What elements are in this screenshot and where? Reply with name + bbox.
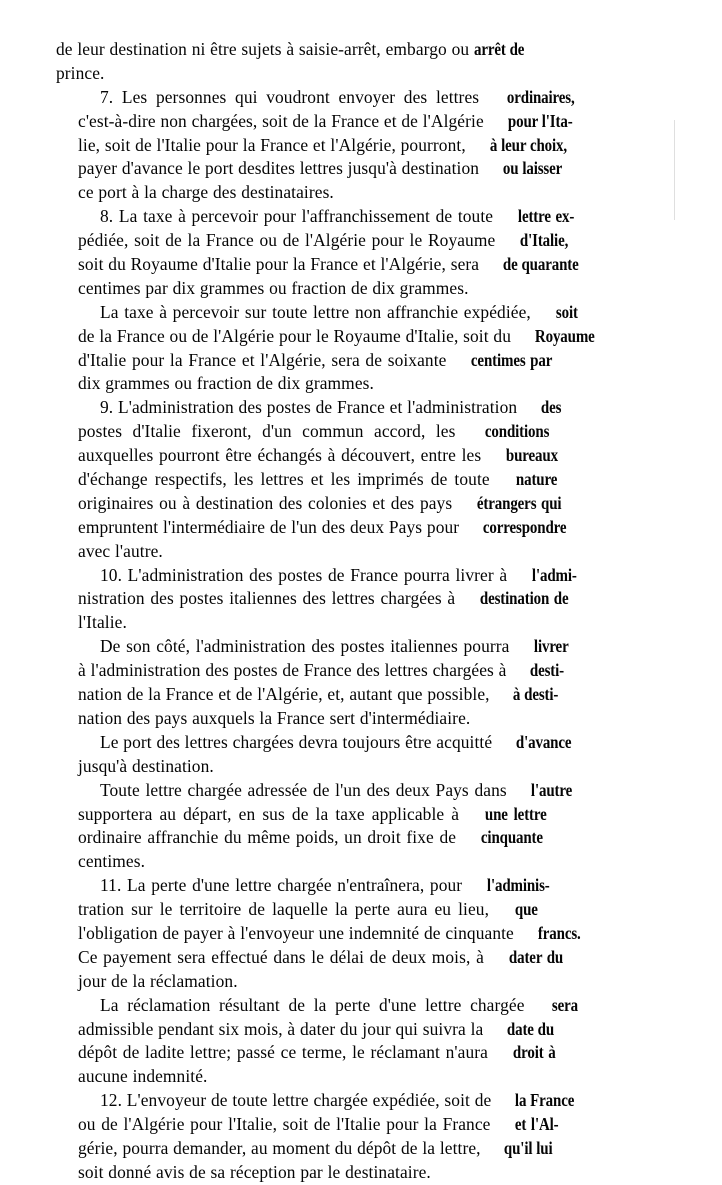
line-head: l'obligation de payer à l'envoyeur une indemnité de cinquante (78, 922, 519, 943)
line-head: gérie, pourra demander, au moment du dépôt de la lettre, (78, 1137, 486, 1158)
text-line (56, 1161, 696, 1185)
line-tail-compressed: date du (506, 1018, 555, 1039)
line-head: centimes par dix grammes ou fraction de dix grammes. (78, 277, 469, 298)
line-tail-compressed: des (540, 397, 562, 418)
text-line (56, 325, 696, 349)
paragraph (56, 38, 696, 86)
text-line (56, 779, 696, 803)
line-head: La réclamation résultant de la perte d'une lettre chargée (100, 994, 534, 1015)
text-line (56, 516, 696, 540)
text-line (56, 62, 696, 86)
line-tail-compressed: pour l'Ita- (507, 110, 573, 131)
line-head: 11. La perte d'une lettre chargée n'entraînera, pour (100, 875, 468, 896)
line-tail-compressed: livrer (534, 636, 569, 657)
line-tail-compressed: d'avance (515, 731, 572, 752)
text-line (56, 420, 696, 444)
text-line (56, 1041, 696, 1065)
line-tail-compressed: ou laisser (502, 158, 562, 179)
paragraph (56, 396, 696, 563)
line-head: pédiée, soit de la France ou de l'Algérie pour le Royaume (78, 230, 501, 251)
text-line (56, 134, 696, 158)
line-tail-compressed: l'admi- (531, 564, 577, 585)
text-line (56, 1113, 696, 1137)
line-tail-compressed: l'autre (531, 779, 573, 800)
line-head: l'Italie. (78, 612, 127, 633)
line-head: De son côté, l'administration des postes italiennes pourra (100, 636, 516, 657)
line-head: 12. L'envoyeur de toute lettre chargée expédiée, soit de (100, 1090, 497, 1111)
line-head: prince. (56, 62, 105, 83)
line-tail-compressed: et l'Al- (515, 1114, 559, 1135)
line-head: c'est-à-dire non chargées, soit de la France et de l'Algérie (78, 110, 489, 131)
line-head: de leur destination ni être sujets à saisie-arrêt, embargo ou (56, 39, 474, 59)
line-head: tration sur le territoire de laquelle la perte aura eu lieu, (78, 899, 497, 920)
text-line (56, 277, 696, 301)
paragraph (56, 994, 696, 1090)
text-line (56, 850, 696, 874)
text-line (56, 611, 696, 635)
text-line (56, 205, 696, 229)
page-folio-number (0, 2, 722, 16)
line-head: aucune indemnité. (78, 1066, 208, 1087)
text-line (56, 540, 696, 564)
text-line (56, 86, 696, 110)
text-line (56, 1137, 696, 1161)
line-tail-compressed: à leur choix, (489, 134, 567, 155)
text-line (56, 396, 696, 420)
paragraph (56, 635, 696, 731)
text-line (56, 826, 696, 850)
text-line (56, 994, 696, 1018)
line-tail-compressed: ordinaires, (506, 86, 575, 107)
text-line (56, 874, 696, 898)
line-tail-compressed: que (515, 899, 538, 920)
text-line (56, 587, 696, 611)
line-head: lie, soit de l'Italie pour la France et l'Algérie, pourront, (78, 134, 471, 155)
line-head: ou de l'Algérie pour l'Italie, soit de l'Italie pour la France (78, 1114, 497, 1135)
line-tail-compressed: la France (514, 1090, 575, 1111)
line-head: admissible pendant six mois, à dater du jour qui suivra la (78, 1018, 489, 1039)
text-line (56, 803, 696, 827)
text-line (56, 157, 696, 181)
line-head: 10. L'administration des postes de France pourra livrer à (100, 564, 513, 585)
line-tail-compressed: correspondre (482, 516, 567, 537)
text-line (56, 301, 696, 325)
line-tail-compressed: soit (555, 301, 578, 322)
line-head: empruntent l'intermédiaire de l'un des deux Pays pour (78, 516, 464, 537)
paragraph (56, 874, 696, 993)
line-head: Le port des lettres chargées devra toujours être acquitté (100, 731, 497, 752)
text-line (56, 635, 696, 659)
line-tail-compressed: sera (552, 994, 579, 1015)
line-tail-compressed: qu'il lui (504, 1137, 553, 1158)
paragraph (56, 731, 696, 779)
text-line (56, 444, 696, 468)
line-head: 9. L'administration des postes de France et l'administration (100, 397, 522, 418)
text-line (56, 38, 696, 62)
document-body-text (56, 38, 696, 1185)
line-tail-compressed: d'Italie, (519, 230, 569, 251)
line-tail-compressed: nature (515, 469, 558, 490)
line-head: ce port à la charge des destinataires. (78, 182, 334, 203)
text-line (56, 229, 696, 253)
text-line (56, 946, 696, 970)
line-tail-compressed: arrêt de (473, 39, 525, 59)
text-line (56, 970, 696, 994)
paragraph (56, 205, 696, 301)
line-head: nistration des postes italiennes des lettres chargées à (78, 588, 461, 609)
line-tail-compressed: l'adminis- (486, 875, 550, 896)
line-head: de la France ou de l'Algérie pour le Royaume d'Italie, soit du (78, 325, 516, 346)
line-head: dépôt de ladite lettre; passé ce terme, le réclamant n'aura (78, 1042, 494, 1063)
paragraph (56, 301, 696, 397)
line-tail-compressed: conditions (484, 421, 550, 442)
paragraph (56, 1089, 696, 1185)
line-tail-compressed: une lettre (485, 803, 547, 824)
line-head: centimes. (78, 851, 146, 872)
text-line (56, 468, 696, 492)
line-tail-compressed: lettre ex- (517, 206, 575, 227)
line-head: à l'administration des postes de France des lettres chargées à (78, 660, 512, 681)
line-head: dix grammes ou fraction de dix grammes. (78, 373, 374, 394)
line-head: avec l'autre. (78, 540, 163, 561)
line-head: d'échange respectifs, les lettres et les imprimés de toute (78, 469, 497, 490)
paragraph (56, 564, 696, 636)
text-line (56, 731, 696, 755)
line-head: jusqu'à destination. (78, 755, 214, 776)
line-head: postes d'Italie fixeront, d'un commun accord, les (78, 421, 466, 442)
line-tail-compressed: Royaume (534, 325, 595, 346)
text-line (56, 659, 696, 683)
line-head: soit du Royaume d'Italie pour la France et l'Algérie, sera (78, 254, 484, 275)
text-line (56, 253, 696, 277)
line-head: Ce payement sera effectué dans le délai de deux mois, à (78, 946, 490, 967)
text-line (56, 922, 696, 946)
line-tail-compressed: de quarante (502, 254, 579, 275)
line-tail-compressed: cinquante (480, 827, 543, 848)
line-tail-compressed: dater du (508, 946, 563, 967)
text-line (56, 707, 696, 731)
text-line (56, 372, 696, 396)
text-line (56, 564, 696, 588)
line-head: 8. La taxe à percevoir pour l'affranchissement de toute (100, 206, 499, 227)
text-line (56, 1065, 696, 1089)
line-tail-compressed: desti- (530, 660, 565, 681)
line-head: payer d'avance le port desdites lettres jusqu'à destination (78, 158, 484, 179)
line-head: auxquelles pourront être échangés à découvert, entre les (78, 445, 487, 466)
line-tail-compressed: bureaux (505, 445, 558, 466)
line-head: soit donné avis de sa réception par le destinataire. (78, 1161, 431, 1182)
text-line (56, 181, 696, 205)
line-head: 7. Les personnes qui voudront envoyer des lettres (100, 86, 488, 107)
line-tail-compressed: étrangers qui (476, 492, 562, 513)
text-line (56, 1089, 696, 1113)
line-tail-compressed: droit à (512, 1042, 556, 1063)
line-head: nation des pays auxquels la France sert d'intermédiaire. (78, 707, 471, 728)
line-tail-compressed: à desti- (513, 684, 559, 705)
text-line (56, 492, 696, 516)
paragraph (56, 779, 696, 875)
line-tail-compressed: destination de (479, 588, 569, 609)
text-line (56, 683, 696, 707)
line-head: ordinaire affranchie du même poids, un droit fixe de (78, 827, 462, 848)
line-head: supportera au départ, en sus de la taxe applicable à (78, 803, 467, 824)
line-head: La taxe à percevoir sur toute lettre non affranchie expédiée, (100, 301, 537, 322)
line-head: jour de la réclamation. (78, 970, 238, 991)
line-head: Toute lettre chargée adressée de l'un des deux Pays dans (100, 779, 513, 800)
text-line (56, 110, 696, 134)
text-line (56, 1018, 696, 1042)
line-tail-compressed: francs. (537, 922, 581, 943)
text-line (56, 898, 696, 922)
line-head: originaires ou à destination des colonies et des pays (78, 492, 458, 513)
line-tail-compressed: centimes par (471, 349, 553, 370)
text-line (56, 349, 696, 373)
line-head: d'Italie pour la France et l'Algérie, sera de soixante (78, 349, 453, 370)
line-head: nation de la France et de l'Algérie, et, autant que possible, (78, 684, 495, 705)
text-line (56, 755, 696, 779)
paragraph (56, 86, 696, 205)
